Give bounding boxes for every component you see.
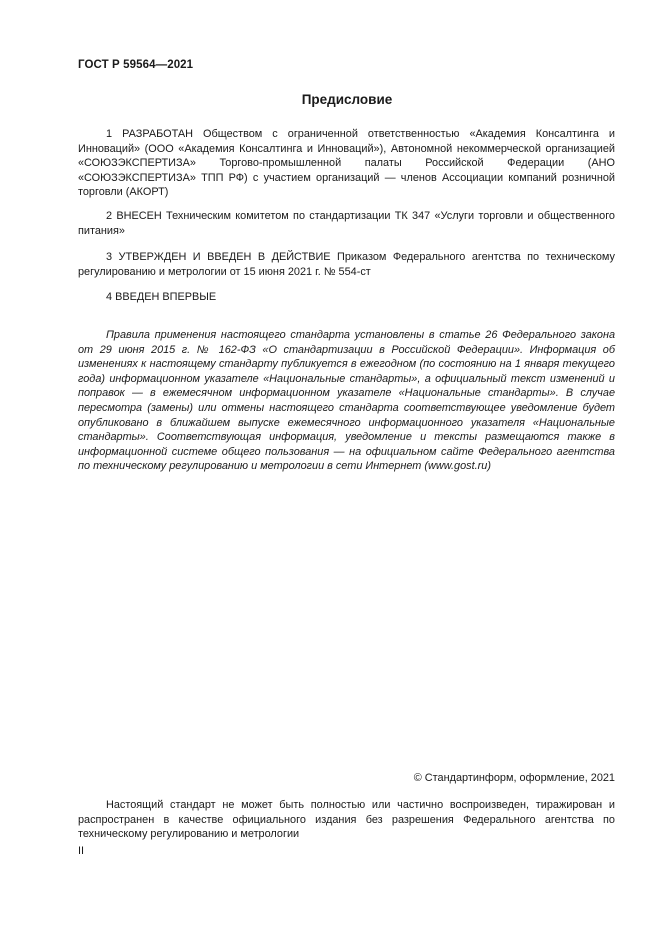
copyright-line: © Стандартинформ, оформление, 2021 — [413, 772, 615, 784]
page-number: II — [78, 845, 85, 857]
foreword-item-1: 1 РАЗРАБОТАН Обществом с ограниченной ответственностью «Академия Консалтинга и Инноваций» (ООО «Академия Консалтинга и Инноваций»), Автономной некоммерческой организацией «СОЮЗЭКСПЕРТИЗА» Торгово-промышленной палаты Российской Федерации (АНО «СОЮЗЭКСПЕРТИЗА» ТПП РФ) с участием организаций — членов Ассоциации компаний розничной торговли (АКОРТ) — [78, 128, 615, 199]
reproduction-notice: Настоящий стандарт не может быть полностью или частично воспроизведен, тиражирован и распространен в качестве официального издания без разрешения Федерального агентства по техническому регулированию и метрологии — [78, 799, 615, 841]
foreword-item-3: 3 УТВЕРЖДЕН И ВВЕДЕН В ДЕЙСТВИЕ Приказом Федерального агентства по техническому регулированию и метрологии от 15 июня 2021 г. № 554-ст — [78, 251, 615, 278]
foreword-item-2: 2 ВНЕСЕН Техническим комитетом по стандартизации ТК 347 «Услуги торговли и общественного питания» — [78, 210, 615, 237]
page-title: Предисловие — [301, 92, 393, 107]
document-header: ГОСТ Р 59564—2021 — [78, 59, 194, 71]
application-notice: Правила применения настоящего стандарта установлены в статье 26 Федерального закона от 29 июня 2015 г. № 162-ФЗ «О стандартизации в Российской Федерации». Информация об изменениях к настоящему стандарту публикуется в ежегодном (по состоянию на 1 января текущего года) информационном указателе «Национальные стандарты», а официальный текст изменений и поправок — в ежемесячном информационном указателе «Национальные стандарты». В случае пересмотра (замены) или отмены настоящего стандарта соответствующее уведомление будет опубликовано в ближайшем выпуске ежемесячного информационного указателя «Национальные стандарты». Соответствующая информация, уведомление и тексты размещаются также в информационной системе общего пользования — на официальном сайте Федерального агентства по техническому регулированию и метрологии в сети Интернет (www.gost.ru) — [78, 329, 615, 473]
foreword-item-4: 4 ВВЕДЕН ВПЕРВЫЕ — [106, 291, 217, 303]
